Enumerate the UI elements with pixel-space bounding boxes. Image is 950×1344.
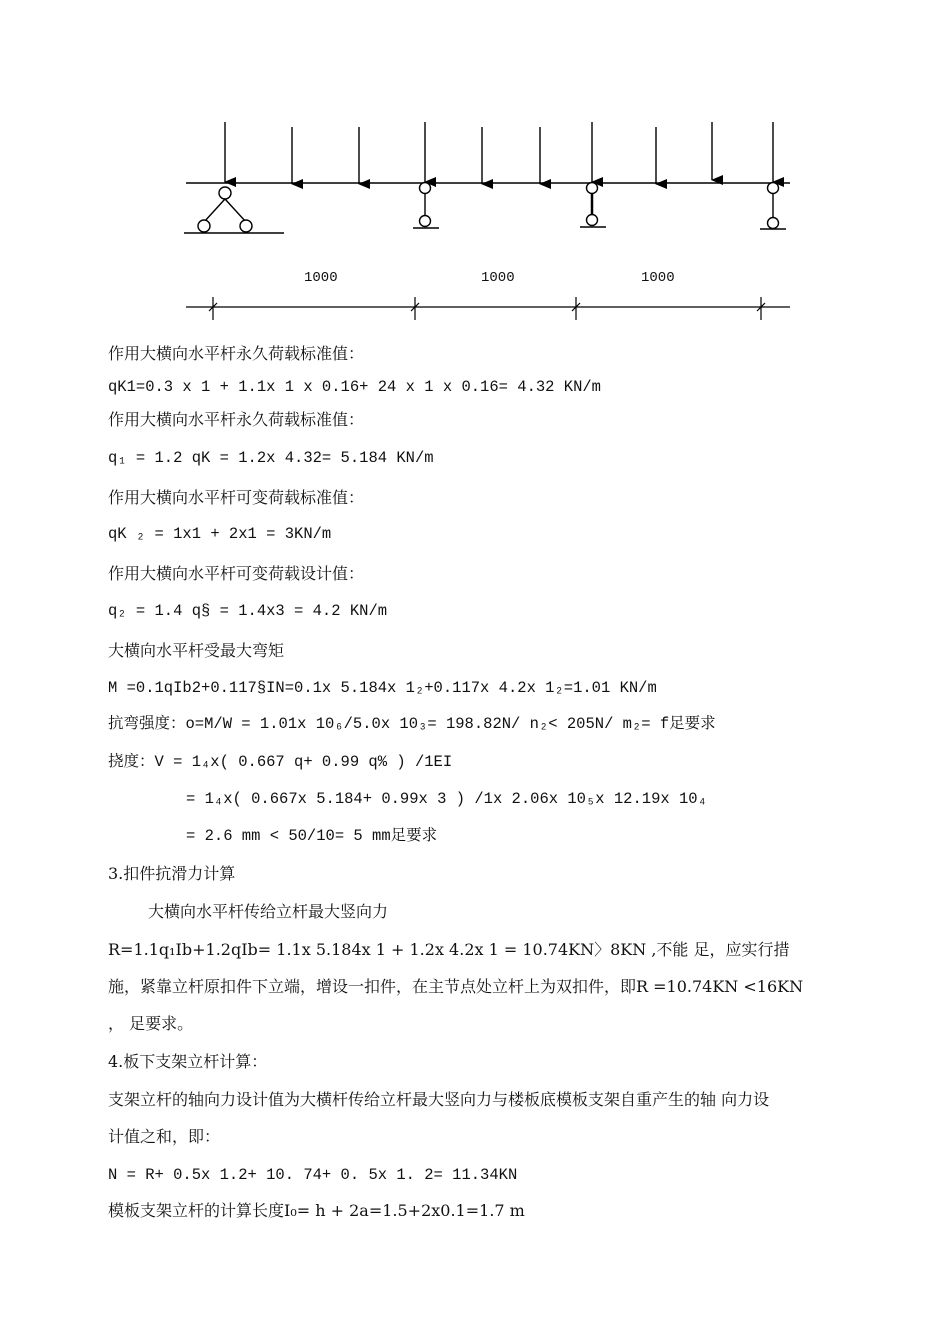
text-line: 作用大横向水平杆可变荷载标准值： [108, 488, 365, 507]
dimension-line [186, 297, 790, 320]
span-label: 1000 [641, 270, 675, 286]
text-line: 模板支架立杆的计算长度I₀= h + 2a=1.5+2x0.1=1.7 m [108, 1201, 525, 1220]
text-line: 计值之和，即： [108, 1127, 221, 1146]
load-arrows [225, 122, 773, 184]
formula-line: N = R+ 0.5x 1.2+ 10. 74+ 0. 5x 1. 2= 11.34KN [108, 1166, 518, 1184]
pinned-support [184, 187, 284, 233]
text-line: 大横向水平杆传给立杆最大竖向力 [148, 902, 389, 921]
roller-support [760, 183, 786, 230]
text-line: 施，紧靠立杆原扣件下立端，增设一扣件，在主节点处立杆上为双扣件，即R =10.74KN <16KN [108, 977, 804, 996]
text-line: 作用大横向水平杆永久荷载标准值： [108, 410, 365, 429]
formula-line: M =0.1qIb2+0.117§IN=0.1x 5.184x 1₂+0.117x 4.2x 1₂=1.01 KN/m [108, 679, 657, 697]
formula-line: = 1₄x( 0.667x 5.184+ 0.99x 3 ) /1x 2.06x 10₅x 12.19x 10₄ [186, 790, 707, 808]
formula-line: q₁ = 1.2 qK = 1.2x 4.32= 5.184 KN/m [108, 449, 434, 467]
span-label: 1000 [304, 270, 338, 286]
formula-line: 抗弯强度：o=M/W = 1.01x 10₆/5.0x 10₃= 198.82N/ n₂< 205N/ m₂= f足要求 [108, 715, 716, 733]
formula-line: = 2.6 mm < 50/10= 5 mm足要求 [186, 827, 438, 845]
section-heading: 3.扣件抗滑力计算 [108, 864, 236, 883]
text-line: ， 足要求。 [108, 1014, 194, 1033]
section-heading: 4.板下支架立杆计算： [108, 1052, 268, 1071]
text-line: 作用大横向水平杆永久荷载标准值： [108, 344, 365, 363]
roller-support [580, 183, 606, 228]
text-line: 作用大横向水平杆可变荷载设计值： [108, 564, 365, 583]
formula-line: 挠度：V = 1₄x( 0.667 q+ 0.99 q% ) /1EI [108, 753, 453, 771]
text-line: 大横向水平杆受最大弯矩 [108, 641, 285, 660]
formula-line: qK1=0.3 x 1 + 1.1x 1 x 0.16+ 24 x 1 x 0.16= 4.32 KN/m [108, 378, 601, 396]
text-line: 支架立杆的轴向力设计值为大横杆传给立杆最大竖向力与楼板底模板支架自重产生的轴 向力设 [108, 1090, 770, 1109]
formula-line: q₂ = 1.4 q§ = 1.4x3 = 4.2 KN/m [108, 602, 388, 620]
roller-support [413, 183, 439, 229]
text-line: R=1.1q₁Ib+1.2qIb= 1.1x 5.184x 1 + 1.2x 4.2x 1 = 10.74KN〉8KN ,不能 足，应实行措 [108, 940, 790, 959]
formula-line: qK ₂ = 1x1 + 2x1 = 3KN/m [108, 525, 332, 543]
beam-load-diagram [0, 0, 950, 330]
span-label: 1000 [481, 270, 515, 286]
